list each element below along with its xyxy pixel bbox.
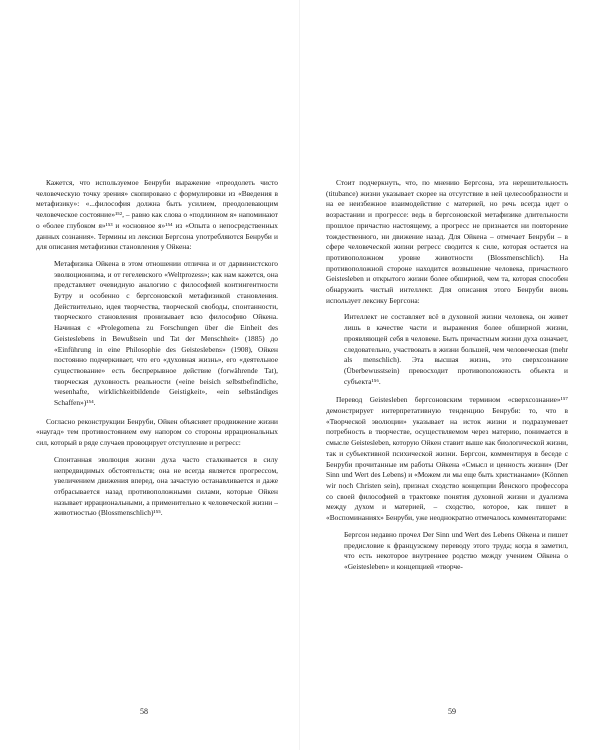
left-quote-1-text: Метафизика Ойкена в этом отношении отлична и от дарвинистского эволюционизма, и от гегелевского «Weltprozess»; как нам кажется, она представляет очевидную аналогию с философией контингентности Бутру и особенно с бергсоновской метафизикой становления. Действительно, идея творчества, творческой свободы, спонтанности, творческого становления пронизывает всю философию Ойкена. Начиная с «Prolegomena zu Forschungen über die Einheit des Geisteslebens in Bewußtsein und Tat der Menschheit» (1885) до «Einführung in eine Philosophie des Geisteslebens» (1908), Ойкен постоянно подчеркивает, что его «духовная жизнь», его «деятельное существование» есть беспрерывное действие (forwährende Tat), творческая духовность реальности («eine beisich selbstbefindliche, wesenhafte, wirklichkeitbildende Geistigkeit», «ein selbständiges Schaffen»)¹⁵⁴. — [54, 258, 278, 408]
left-page-number: 58 — [140, 707, 148, 716]
right-page — [300, 0, 600, 750]
right-text-column — [326, 178, 568, 581]
left-text-column — [36, 178, 278, 527]
left-quote-1 — [54, 259, 278, 409]
left-quote-2 — [54, 455, 278, 519]
left-paragraph-2: Согласно реконструкции Бенруби, Ойкен объясняет продвижение жизни «наугад» тем противостоянием ему напором со стороны иррациональных сил, который в ряде случаев провоцирует отступление и регресс: — [36, 416, 278, 448]
right-quote-1 — [344, 312, 568, 387]
right-paragraph-1: Стоит подчеркнуть, что, по мнению Бергсона, эта нерешительность (titubance) жизни указывает скорее на отсутствие в ней целесообразности и на ее неизбежное взаимодействие с материей, но речь всегда идет о возрастании и прогрессе: ведь в бергсоновской метафизике длительности прошлое причастно настоящему, а прогресс не признается ни повторение тождественного, ни движение назад. Для Ойкена – отмечает Бенруби – в сфере человеческой жизни регресс сводится к силе, которая остается на противоположном уровне животности (Blossmenschlich). На противоположной стороне находится возвышение человека, причастного Geistesleben и открытого жизни более обширной, чем та, которая способен обнаружить чистый интеллект. Для описания этого Бенруби вновь использует лексику Бергсона: — [326, 178, 568, 305]
left-quote-2-text: Спонтанная эволюция жизни духа часто сталкивается в силу непредвидимых обстоятельств; она не всегда является прогрессом, увеличением движения вперед, она зачастую останавливается и даже отбрасывается назад противоположными силами, которые Ойкен называет иррациональными, а применительно к человеческой жизни – животностью (Blossmenschlich)¹⁵⁵. — [54, 454, 278, 518]
right-quote-2 — [344, 530, 568, 573]
left-paragraph-1: Кажется, что используемое Бенруби выражение «преодолеть чисто человеческую точку зрения» скопировано с формулировки из «Введения в метафизику»: «...философия должна быть усилием, преодолевающим человеческое состояние»¹⁵², – равно как слова о «подлинном я» напоминают о «более глубоком я»¹⁵³ и «основное я»¹⁵⁴ из «Опыта о непосредственных данных сознания». Термины из лексики Бергсона употребляются Бенруби и для описания метафизики становления у Ойкена: — [36, 178, 278, 252]
right-quote-1-text: Интеллект не составляет всё в духовной жизни человека, он живет лишь в качестве части и выражения более обширной жизни, проявляющей себя в человеке. Быть причастным жизни духа означает, следовательно, участвовать в жизни большей, чем человеческая (mehr als menschlich). Эта высшая жизнь, это сверхсознание (Überbewusstsein) превосходит противоположность объекта и субъекта¹⁵⁶. — [344, 312, 568, 386]
right-quote-2-text: Бергсон недавно прочел Der Sinn und Wert des Lebens Ойкена и пишет предисловие к французскому переводу этого труда; когда я заметил, что есть некоторое внутреннее родство между учением Ойкена о «Geistesleben» и концепцией «творче- — [344, 529, 568, 571]
right-page-number: 59 — [448, 707, 456, 716]
right-paragraph-2: Перевод Geistesleben бергсоновским термином «сверхсознание»¹⁵⁷ демонстрирует интерпретативную тенденцию Бенруби: то, что в «Творческой эволюции» указывает на исток жизни и подразумевает потребность в творчестве, осуществляемом через материю, понимается в смысле Geistesleben, которую Ойкен ставит выше как биологической жизни, так и субъективной психической жизни. Бергсон, комментируя в беседе с Бенруби прочитанные им работы Ойкена «Смысл и ценность жизни» (Der Sinn und Wert des Lebens) и «Можем ли мы еще быть христианами» (Können wir noch Christen sein), признал сходство концепции Йенского профессора со своей философией в трактовке понятия духовной жизни и дуализма между духом и материей, – сходство, которое, как пишет в «Воспоминаниях» Бенруби, уже неоднократно отмечалось комментаторами: — [326, 395, 568, 523]
